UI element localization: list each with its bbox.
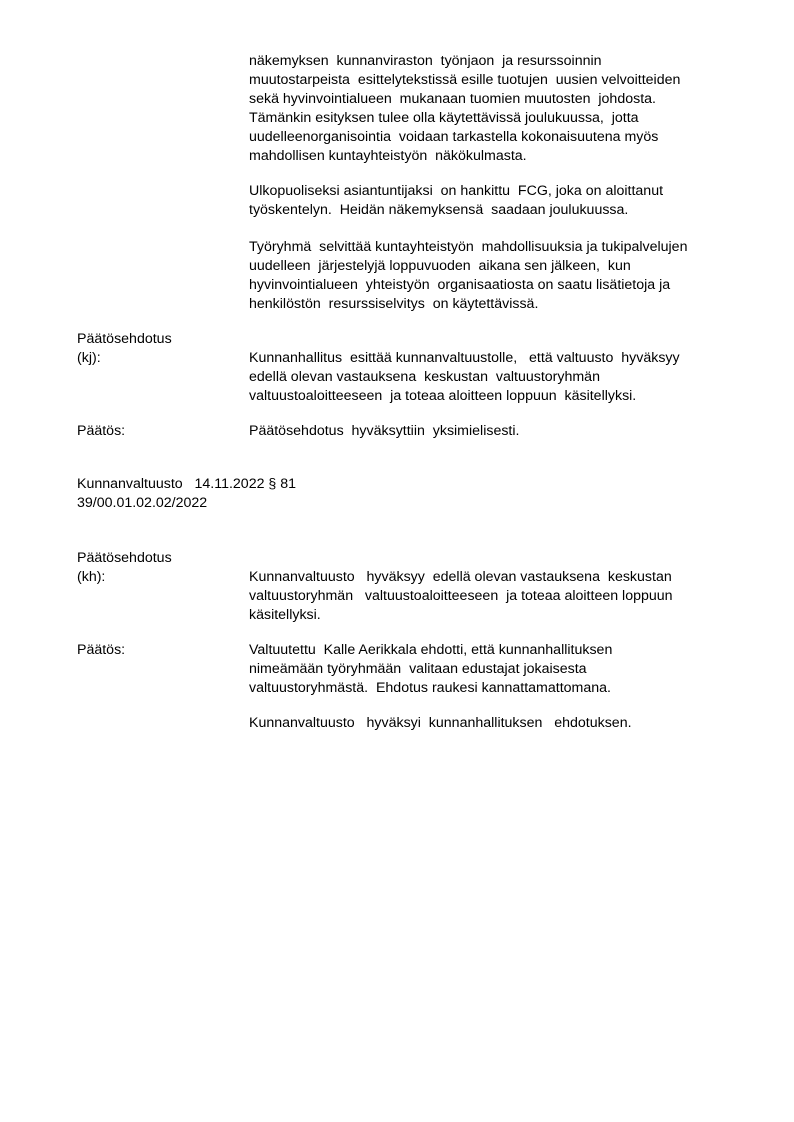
proposal-label-suffix: (kh): [77, 569, 106, 585]
text-line: uudelleen järjestelyjä loppuvuoden aikana sen jälkeen, kun [249, 258, 631, 274]
decision-label: Päätös: [77, 423, 126, 439]
proposal-text-line: Kunnanvaltuusto hyväksyy edellä olevan vastauksena keskustan [249, 569, 672, 585]
decision-label: Päätös: [77, 642, 126, 658]
text-line: sekä hyvinvointialueen mukanaan tuomien muutosten johdosta. [249, 91, 656, 107]
decision-text: Päätösehdotus hyväksyttiin yksimielisesti. [249, 423, 520, 439]
text-line: hyvinvointialueen yhteistyön organisaatiosta on saatu lisätietoja ja [249, 277, 671, 293]
proposal-label: Päätösehdotus [77, 550, 172, 566]
text-line: muutostarpeista esittelytekstissä esille tuotujen uusien velvoitteiden [249, 72, 681, 88]
proposal-text-line: käsitellyksi. [249, 607, 321, 623]
text-line: Työryhmä selvittää kuntayhteistyön mahdollisuuksia ja tukipalvelujen [249, 239, 688, 255]
text-line: Ulkopuoliseksi asiantuntijaksi on hankittu FCG, joka on aloittanut [249, 183, 664, 199]
text-line: näkemyksen kunnanviraston työnjaon ja resurssoinnin [249, 53, 602, 69]
record-number: 39/00.01.02.02/2022 [77, 495, 208, 511]
proposal-text-line: edellä olevan vastauksena keskustan valtuustoryhmän [249, 369, 600, 385]
proposal-label-suffix: (kj): [77, 350, 101, 366]
meeting-title: Kunnanvaltuusto 14.11.2022 § 81 [77, 476, 297, 492]
text-line: uudelleenorganisointia voidaan tarkastella kokonaisuutena myös [249, 129, 659, 145]
proposal-text-line: valtuustoryhmän valtuustoaloitteeseen ja toteaa aloitteen loppuun [249, 588, 673, 604]
decision-text-line: nimeämään työryhmään valitaan edustajat jokaisesta [249, 661, 587, 677]
decision-text-line: Valtuutettu Kalle Aerikkala ehdotti, että kunnanhallituksen [249, 642, 613, 658]
text-line: työskentelyn. Heidän näkemyksensä saadaan joulukuussa. [249, 202, 629, 218]
text-line: henkilöstön resurssiselvitys on käytettävissä. [249, 296, 539, 312]
proposal-label: Päätösehdotus [77, 331, 172, 347]
text-line: Tämänkin esityksen tulee olla käytettävissä joulukuussa, jotta [249, 110, 639, 126]
decision-text-line: valtuustoryhmästä. Ehdotus raukesi kannattamattomana. [249, 680, 611, 696]
proposal-text-line: Kunnanhallitus esittää kunnanvaltuustolle, että valtuusto hyväksyy [249, 350, 680, 366]
text-line: mahdollisen kuntayhteistyön näkökulmasta. [249, 148, 527, 164]
proposal-text-line: valtuustoaloitteeseen ja toteaa aloitteen loppuun käsitellyksi. [249, 388, 637, 404]
decision-text-line: Kunnanvaltuusto hyväksyi kunnanhallituksen ehdotuksen. [249, 715, 632, 731]
